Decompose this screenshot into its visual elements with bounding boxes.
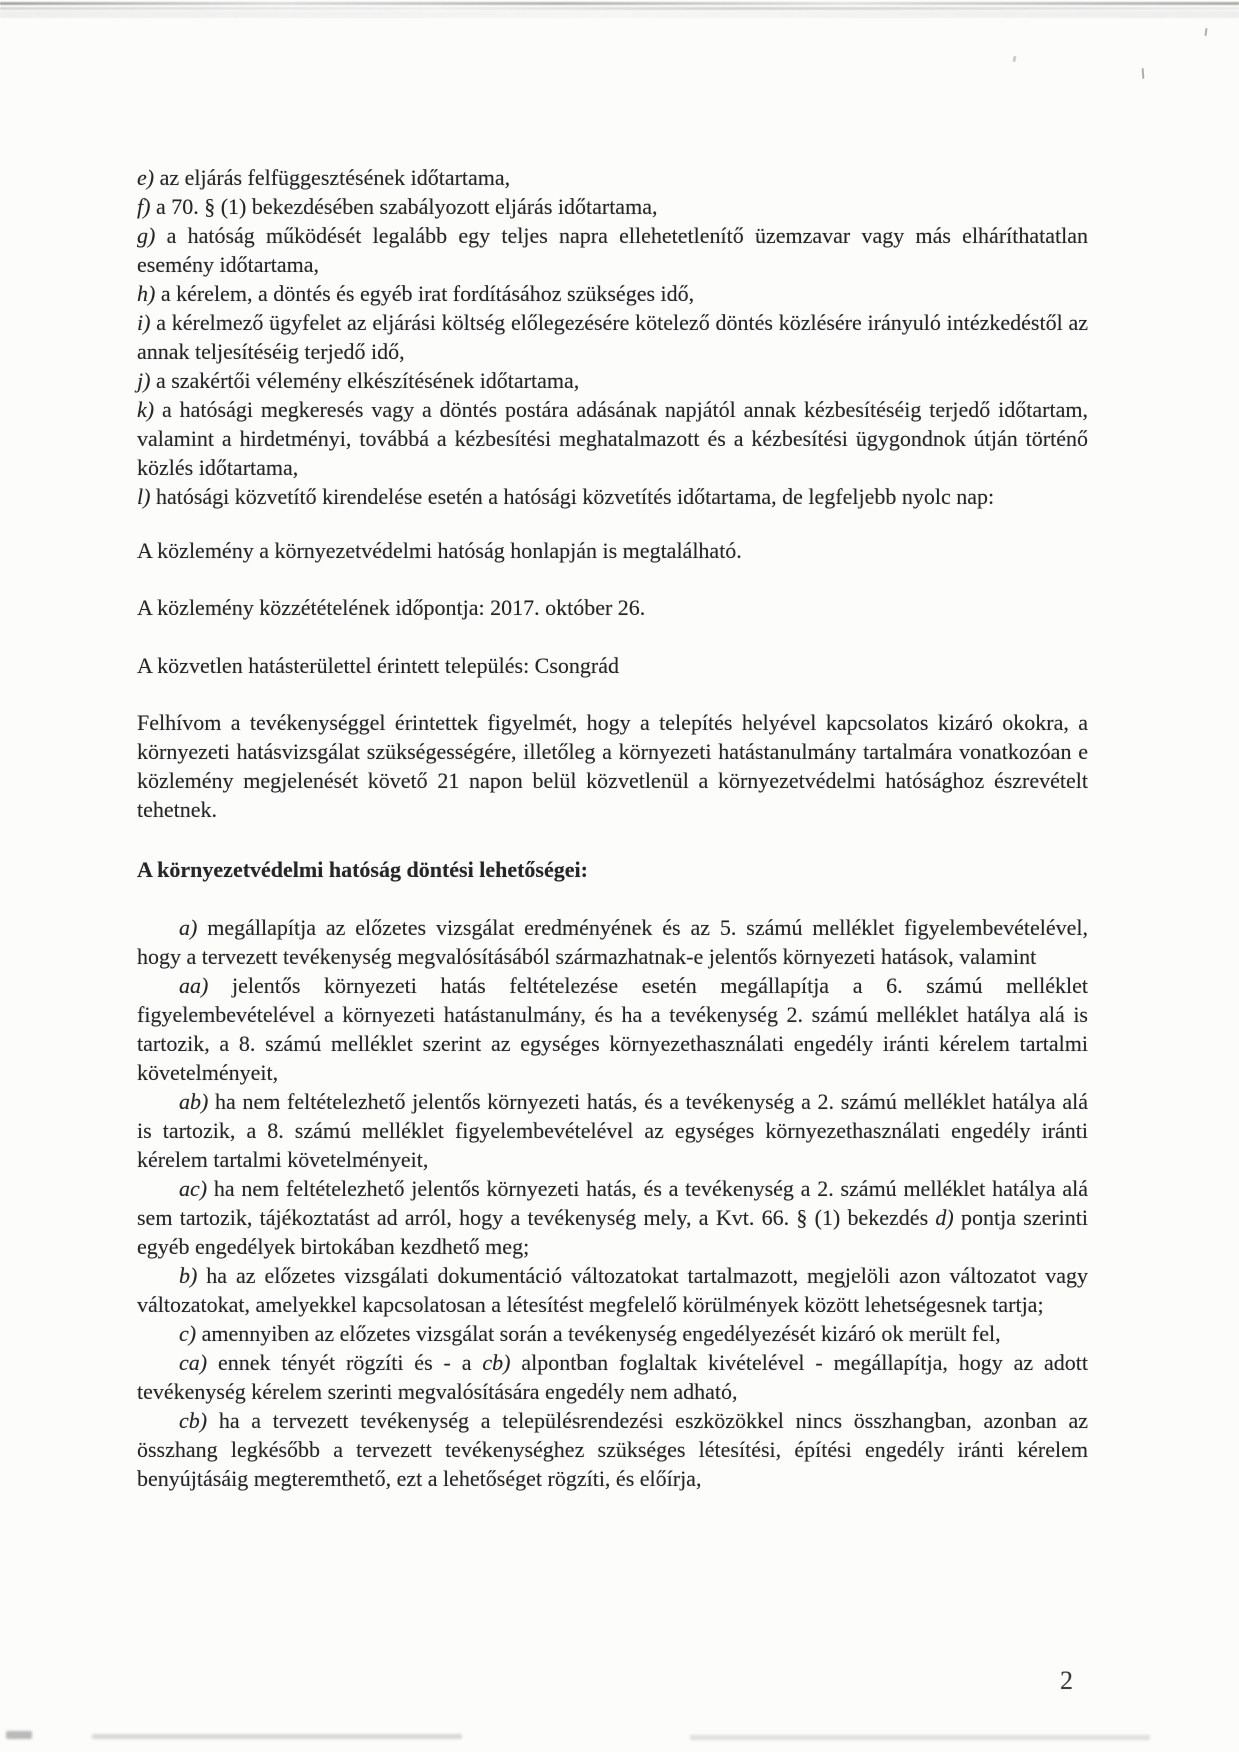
text-segment: a 70. § (1) bekezdésében szabályozott eljárás időtartama, xyxy=(150,194,658,219)
option-ac xyxy=(137,1174,1088,1261)
list-item-h xyxy=(137,279,1088,308)
text-segment: amennyiben az előzetes vizsgálat során a tevékenység engedélyezését kizáró ok merült fel, xyxy=(196,1321,1001,1346)
list-item-f xyxy=(137,192,1088,221)
note-call-for-remarks xyxy=(137,708,1088,824)
text-segment: A közlemény közzétételének időpontja: 2017. október 26. xyxy=(137,595,646,620)
text-segment: ha a tervezett tevékenység a településrendezési eszközökkel nincs összhangban, azonban az összhang legkésőbb a tervezett tevékenységhez szükséges létesítési, építési engedély iránti kérelem benyújtásáig megteremthető, ezt a lehetőséget rögzíti, és előírja, xyxy=(137,1408,1088,1491)
italic-text-segment: ca) xyxy=(179,1350,208,1375)
italic-text-segment: cb) xyxy=(179,1408,208,1433)
option-c xyxy=(137,1319,1088,1348)
text-segment: A közlemény a környezetvédelmi hatóság honlapján is megtalálható. xyxy=(137,538,742,563)
list-item-e xyxy=(137,163,1088,192)
text-segment: jelentős környezeti hatás feltételezése esetén megállapítja a 6. számú melléklet figyelembevételével a környezeti hatástanulmány, és ha a tevékenység 2. számú melléklet hatálya alá is tartozik, a 8. számú melléklet szerint az egységes környezethasználati engedély iránti kérelem tartalmi követelményeit, xyxy=(137,973,1088,1085)
text-segment: pontja szerinti egyéb engedélyek birtokában kezdhető meg; xyxy=(137,1205,1089,1259)
italic-text-segment: k) xyxy=(137,397,155,422)
italic-text-segment: e) xyxy=(137,165,155,190)
text-segment: a szakértői vélemény elkészítésének időtartama, xyxy=(150,368,580,393)
list-item-i xyxy=(137,308,1088,366)
text-segment: alpontban foglaltak kivételével - megállapítja, hogy az adott tevékenység kérelem szerinti megvalósítására engedély nem adható, xyxy=(137,1350,1088,1404)
page-number: 2 xyxy=(1060,1666,1073,1695)
text-segment: Felhívom a tevékenységgel érintettek figyelmét, hogy a telepítés helyével kapcsolatos kizáró okokra, a környezeti hatásvizsgálat szükségességére, illetőleg a környezeti hatástanulmány tartalmára vonatkozóan e közlemény megjelenését követő 21 napon belül közvetlenül a környezetvédelmi hatósághoz észrevételt tehetnek. xyxy=(137,710,1088,822)
note-affected-settlement xyxy=(137,651,1088,680)
scan-speck xyxy=(1012,56,1016,62)
option-ab xyxy=(137,1087,1088,1174)
italic-text-segment: j) xyxy=(137,368,151,393)
text-segment: ha nem feltételezhető jelentős környezeti hatás, és a tevékenység a 2. számú melléklet hatálya alá is tartozik, a 8. számú melléklet figyelembevételével az egységes környezethasználati engedély iránti kérelem tartalmi követelményeit, xyxy=(137,1089,1088,1172)
italic-text-segment: b) xyxy=(179,1263,198,1288)
list-item-l xyxy=(137,482,1088,511)
list-item-g xyxy=(137,221,1088,279)
text-segment: ha nem feltételezhető jelentős környezeti hatás, és a tevékenység a 2. számú melléklet hatálya alá sem tartozik, tájékoztatást ad arról, hogy a tevékenység mely, a Kvt. 66. § (1) bekezdés xyxy=(137,1176,1088,1230)
text-segment: A környezetvédelmi hatóság döntési lehetőségei: xyxy=(137,857,588,882)
text-segment: hatósági közvetítő kirendelése esetén a hatósági közvetítés időtartama, de legfeljebb nyolc nap: xyxy=(150,484,995,509)
option-a xyxy=(137,913,1088,971)
list-item-j xyxy=(137,366,1088,395)
italic-text-segment: d) xyxy=(935,1205,954,1230)
scan-speck xyxy=(1204,28,1207,36)
italic-text-segment: cb) xyxy=(482,1350,511,1375)
list-item-k xyxy=(137,395,1088,482)
scan-smudge xyxy=(6,1731,32,1739)
italic-text-segment: ac) xyxy=(179,1176,208,1201)
text-segment: a hatósági megkeresés vagy a döntés postára adásának napjától annak kézbesítéséig terjedő időtartam, valamint a hirdetményi, továbbá a kézbesítési meghatalmazott és a kézbesítési ügygondnok útján történő közlés időtartama, xyxy=(137,397,1088,480)
option-aa xyxy=(137,971,1088,1087)
italic-text-segment: h) xyxy=(137,281,156,306)
scan-artifact-bottom xyxy=(0,1728,1239,1752)
option-cb xyxy=(137,1406,1088,1493)
option-b xyxy=(137,1261,1088,1319)
scan-smudge xyxy=(92,1734,462,1739)
italic-text-segment: l) xyxy=(137,484,151,509)
italic-text-segment: i) xyxy=(137,310,151,335)
italic-text-segment: g) xyxy=(137,223,156,248)
note-website xyxy=(137,536,1088,565)
text-segment: ennek tényét rögzíti és - a xyxy=(207,1350,483,1375)
note-publication-date xyxy=(137,593,1088,622)
italic-text-segment: ab) xyxy=(179,1089,209,1114)
text-segment: ha az előzetes vizsgálati dokumentáció változatokat tartalmazott, megjelöli azon változatot vagy változatokat, amelyekkel kapcsolatosan a létesítést megfelelő körülmények között lehetségesnek tartja; xyxy=(137,1263,1088,1317)
text-segment: a kérelem, a döntés és egyéb irat fordításához szükséges idő, xyxy=(155,281,695,306)
italic-text-segment: aa) xyxy=(179,973,209,998)
text-segment: az eljárás felfüggesztésének időtartama, xyxy=(154,165,511,190)
option-ca xyxy=(137,1348,1088,1406)
text-segment: A közvetlen hatásterülettel érintett település: Csongrád xyxy=(137,653,620,678)
italic-text-segment: a) xyxy=(179,915,198,940)
scan-speck xyxy=(1142,68,1145,79)
scan-smudge xyxy=(690,1735,1150,1740)
scan-artifact-top xyxy=(0,0,1239,26)
decision-options-heading xyxy=(137,855,1088,884)
text-segment: a hatóság működését legalább egy teljes napra ellehetetlenítő üzemzavar vagy más elháríthatatlan esemény időtartama, xyxy=(137,223,1088,277)
document-body xyxy=(137,163,1088,1493)
italic-text-segment: f) xyxy=(137,194,151,219)
text-segment: megállapítja az előzetes vizsgálat eredményének és az 5. számú melléklet figyelembevételével, hogy a tervezett tevékenység megvalósításából származhatnak-e jelentős környezeti hatások, valamint xyxy=(137,915,1088,969)
italic-text-segment: c) xyxy=(179,1321,197,1346)
text-segment: a kérelmező ügyfelet az eljárási költség előlegezésére kötelező döntés közlésére irányuló intézkedéstől az annak teljesítéséig terjedő idő, xyxy=(137,310,1088,364)
